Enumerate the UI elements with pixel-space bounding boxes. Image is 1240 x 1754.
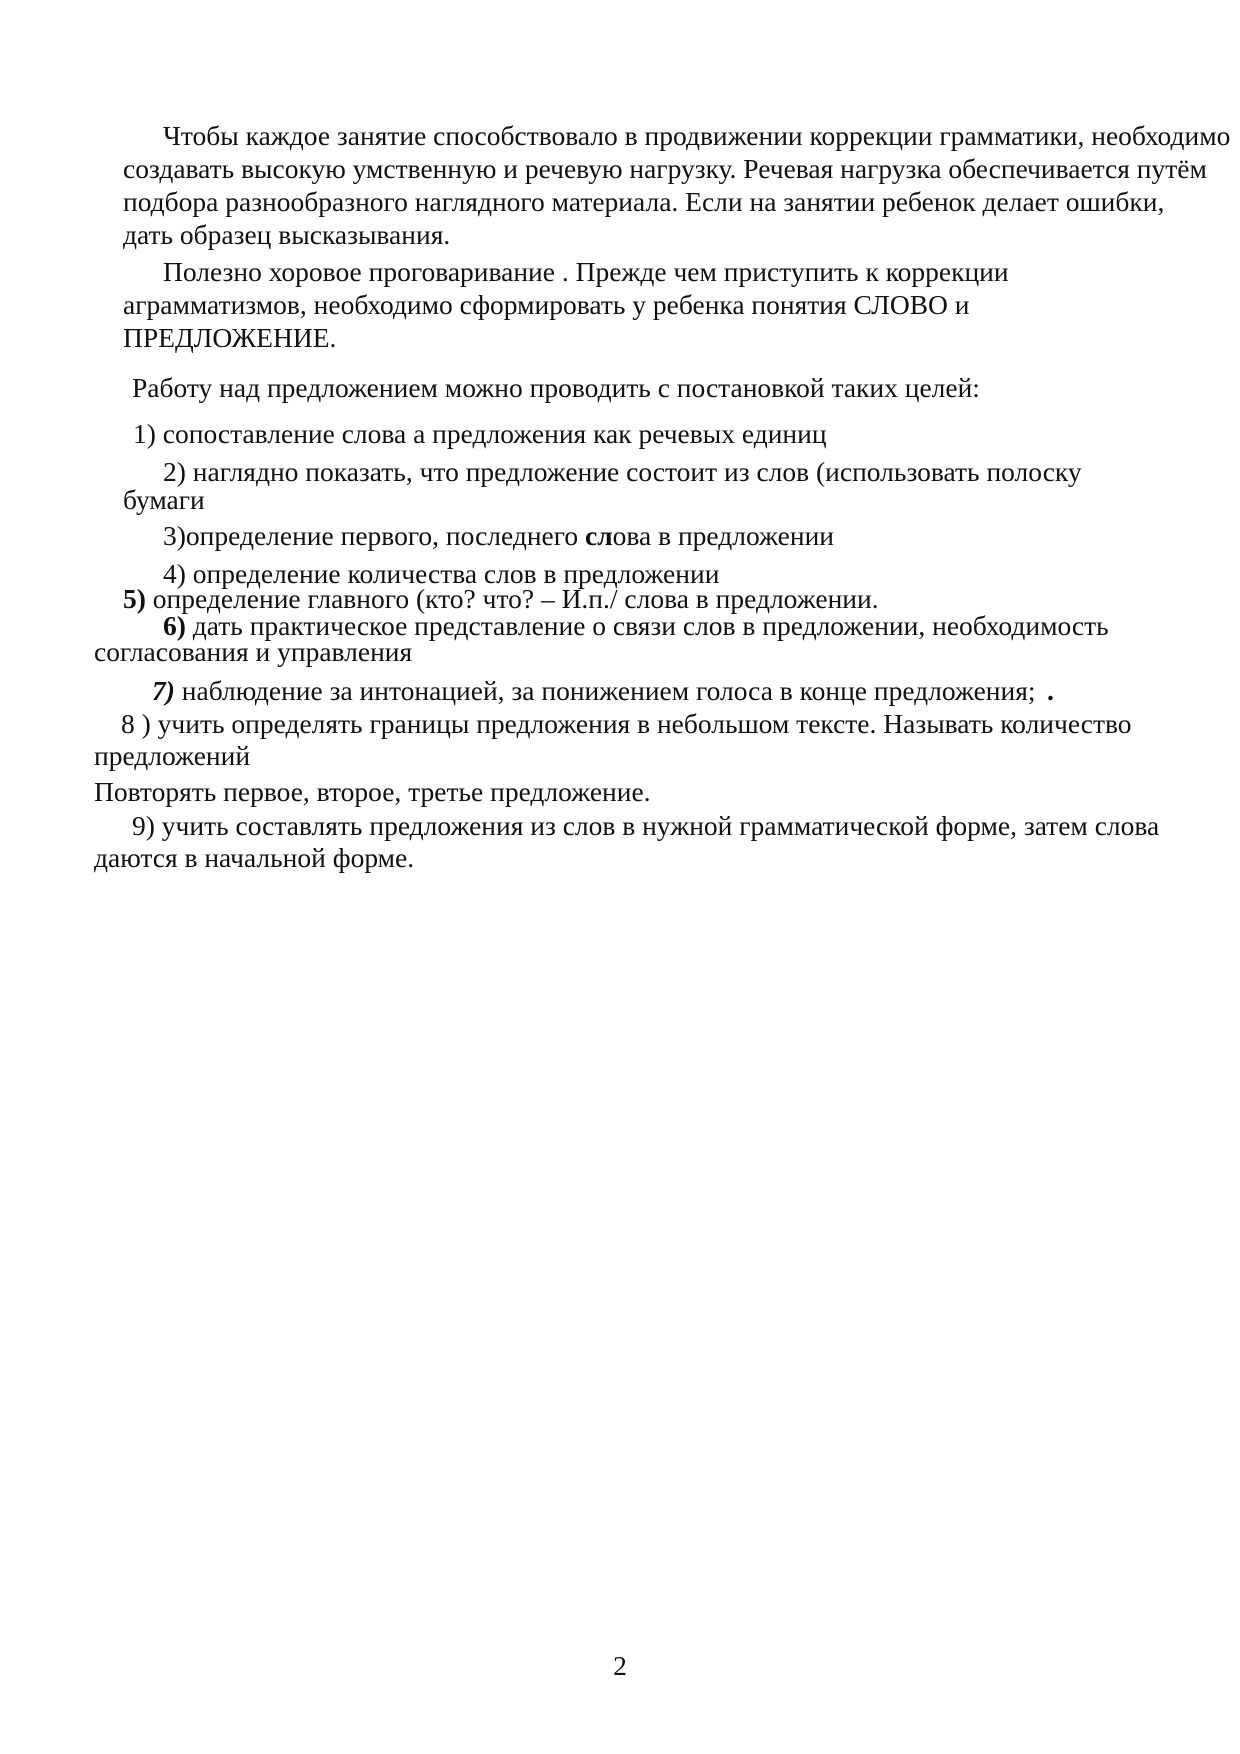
- goals-intro: Работу над предложением можно проводить с постановкой таких целей:: [132, 372, 980, 403]
- page-number: 2: [613, 1650, 627, 1681]
- paragraph2-line1: Полезно хоровое проговаривание . Прежде чем приступить к коррекции: [163, 256, 1009, 287]
- goal-8-line3: Повторять первое, второе, третье предложение.: [94, 776, 651, 807]
- goal-9-line2: даются в начальной форме.: [94, 842, 415, 873]
- paragraph1-line2: создавать высокую умственную и речевую нагрузку. Речевая нагрузка обеспечивается путём: [123, 153, 1207, 184]
- goal-5-number: 5): [123, 583, 146, 614]
- goal-7-tail: .: [1047, 675, 1054, 706]
- goal-7-text: наблюдение за интонацией, за понижением голоса в конце предложения;: [174, 675, 1036, 706]
- goal-5-text: определение главного (кто? что? – И.п./ слова в предложении.: [145, 583, 879, 614]
- paragraph2-line2: аграмматизмов, необходимо сформировать у ребенка понятия СЛОВО и: [123, 289, 970, 320]
- goal-4: 4) определение количества слов в предложении: [163, 558, 720, 589]
- goal-8-line2: предложений: [94, 740, 251, 771]
- goal-8-line1: 8 ) учить определять границы предложения в небольшом тексте. Называть количество: [121, 708, 1132, 739]
- paragraph2-line3: ПРЕДЛОЖЕНИЕ.: [123, 322, 337, 353]
- goal-7-number: 7): [152, 675, 175, 706]
- goal-7: [152, 675, 1036, 707]
- paragraph1-line3: подбора разнообразного наглядного материала. Если на занятии ребенок делает ошибки,: [123, 186, 1165, 217]
- goal-6-number: 6): [163, 610, 186, 641]
- goal-3-text-a: 3)определение первого, последнего: [163, 520, 585, 551]
- goal-9-line1: 9) учить составлять предложения из слов в нужной грамматической форме, затем слова: [132, 810, 1160, 841]
- paragraph1-line1: Чтобы каждое занятие способствовало в продвижении коррекции грамматики, необходимо: [163, 120, 1231, 151]
- goal-3-bold-fragment: сл: [584, 520, 613, 551]
- goal-3: [163, 520, 834, 552]
- goal-2-line1: 2) наглядно показать, что предложение состоит из слов (использовать полоску: [163, 456, 1082, 487]
- paragraph1-line4: дать образец высказывания.: [123, 219, 451, 250]
- goal-1: 1) сопоставление слова а предложения как речевых единиц: [133, 418, 827, 449]
- goal-6-text: дать практическое представление о связи слов в предложении, необходимость: [185, 610, 1109, 641]
- goal-2-line2: бумаги: [123, 484, 205, 515]
- goal-3-text-b: ова в предложении: [612, 520, 835, 551]
- goal-6-line2: согласования и управления: [94, 636, 413, 667]
